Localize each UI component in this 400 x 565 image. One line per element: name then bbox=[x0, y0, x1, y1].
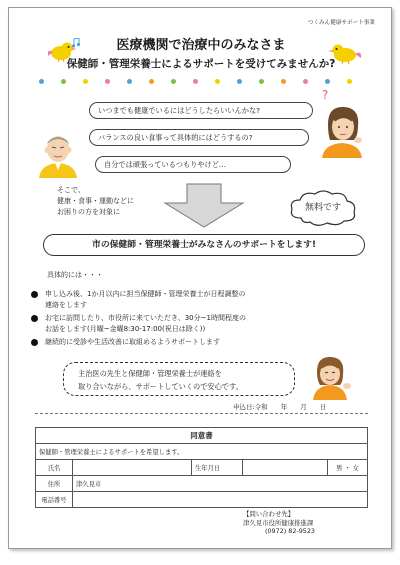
organization-label: つくみん健康サポート事業 bbox=[307, 20, 375, 26]
birthdate-field[interactable] bbox=[243, 460, 328, 476]
bullet-icon bbox=[31, 339, 38, 346]
application-date: 申込日:令和 年 月 日 bbox=[233, 403, 327, 411]
elderly-man-illustration bbox=[33, 130, 83, 178]
phone-field[interactable] bbox=[73, 492, 368, 508]
bullet-text: お話をします(月曜~金曜8:30-17:00(祝日は除く)) bbox=[45, 325, 206, 333]
flyer-page bbox=[8, 7, 392, 549]
phone-label: 電話番号 bbox=[36, 492, 73, 508]
address-label: 住所 bbox=[36, 476, 73, 492]
reassurance-line-2: 取り合いながら、サポートしていくので安心です。 bbox=[78, 382, 243, 391]
bullet-item-schedule bbox=[45, 289, 245, 311]
reassurance-line-1: 主治医の先生と保健師・管理栄養士が連絡を bbox=[78, 369, 222, 378]
contact-info bbox=[243, 510, 315, 536]
bullet-text: 連絡をします bbox=[45, 301, 87, 309]
target-line-3: お困りの方を対象に bbox=[57, 208, 120, 216]
bullet-item-visit bbox=[45, 313, 246, 335]
detail-intro: 具体的には・・・ bbox=[47, 271, 103, 279]
speech-bubble-diet: バランスの良い食事って具体的にはどうするの? bbox=[89, 129, 309, 146]
page-title: 医療機関で治療中のみなさま bbox=[116, 38, 286, 53]
target-description bbox=[57, 185, 134, 218]
name-field[interactable] bbox=[73, 460, 192, 476]
contact-heading: 【問い合わせ先】 bbox=[243, 510, 295, 518]
consent-form-table bbox=[35, 427, 368, 508]
bullet-text: 継続的に受診や生活改善に取組めるようサポートします bbox=[45, 338, 220, 346]
speech-bubble-effort: 自分では頑張っているつもりやけど… bbox=[95, 156, 291, 173]
bullet-icon bbox=[31, 291, 38, 298]
contact-phone: (0972) 82-9523 bbox=[265, 527, 315, 535]
support-banner: 市の保健師・管理栄養士がみなさんのサポートをします! bbox=[43, 234, 365, 256]
target-line-1: そこで、 bbox=[57, 186, 85, 194]
consent-form-title: 同意書 bbox=[36, 428, 368, 444]
address-field[interactable]: 津久見市 bbox=[73, 476, 368, 492]
cut-line-divider bbox=[35, 413, 368, 414]
name-label: 氏名 bbox=[36, 460, 73, 476]
page-subtitle: 保健師・管理栄養士によるサポートを受けてみませんか? bbox=[66, 58, 336, 70]
bullet-item-continuous bbox=[45, 337, 220, 348]
reassurance-box bbox=[63, 362, 295, 396]
free-badge: 無料です bbox=[304, 203, 341, 213]
speech-bubble-health: いつまでも健康でいるにはどうしたらいいんかな? bbox=[89, 102, 313, 119]
woman-illustration-thinking bbox=[314, 100, 370, 158]
birthdate-label: 生年月日 bbox=[192, 460, 243, 476]
down-arrow-icon bbox=[159, 183, 249, 228]
target-line-2: 健康・食事・運動などに bbox=[57, 197, 134, 205]
contact-department: 津久見市役所健康推進課 bbox=[243, 518, 314, 527]
gender-select[interactable]: 男 ・ 女 bbox=[328, 460, 368, 476]
bullet-text: お宅に訪問したり、市役所に来ていただき、30分~1時間程度の bbox=[45, 314, 246, 322]
question-mark-icon: ? bbox=[322, 88, 329, 102]
consent-statement: 保健師・管理栄養士によるサポートを希望します。 bbox=[36, 444, 368, 460]
bullet-text: 申し込み後、1か月以内に担当保健師・管理栄養士が日程調整の bbox=[45, 290, 246, 298]
bullet-icon bbox=[31, 315, 38, 322]
nurse-illustration bbox=[305, 352, 355, 400]
